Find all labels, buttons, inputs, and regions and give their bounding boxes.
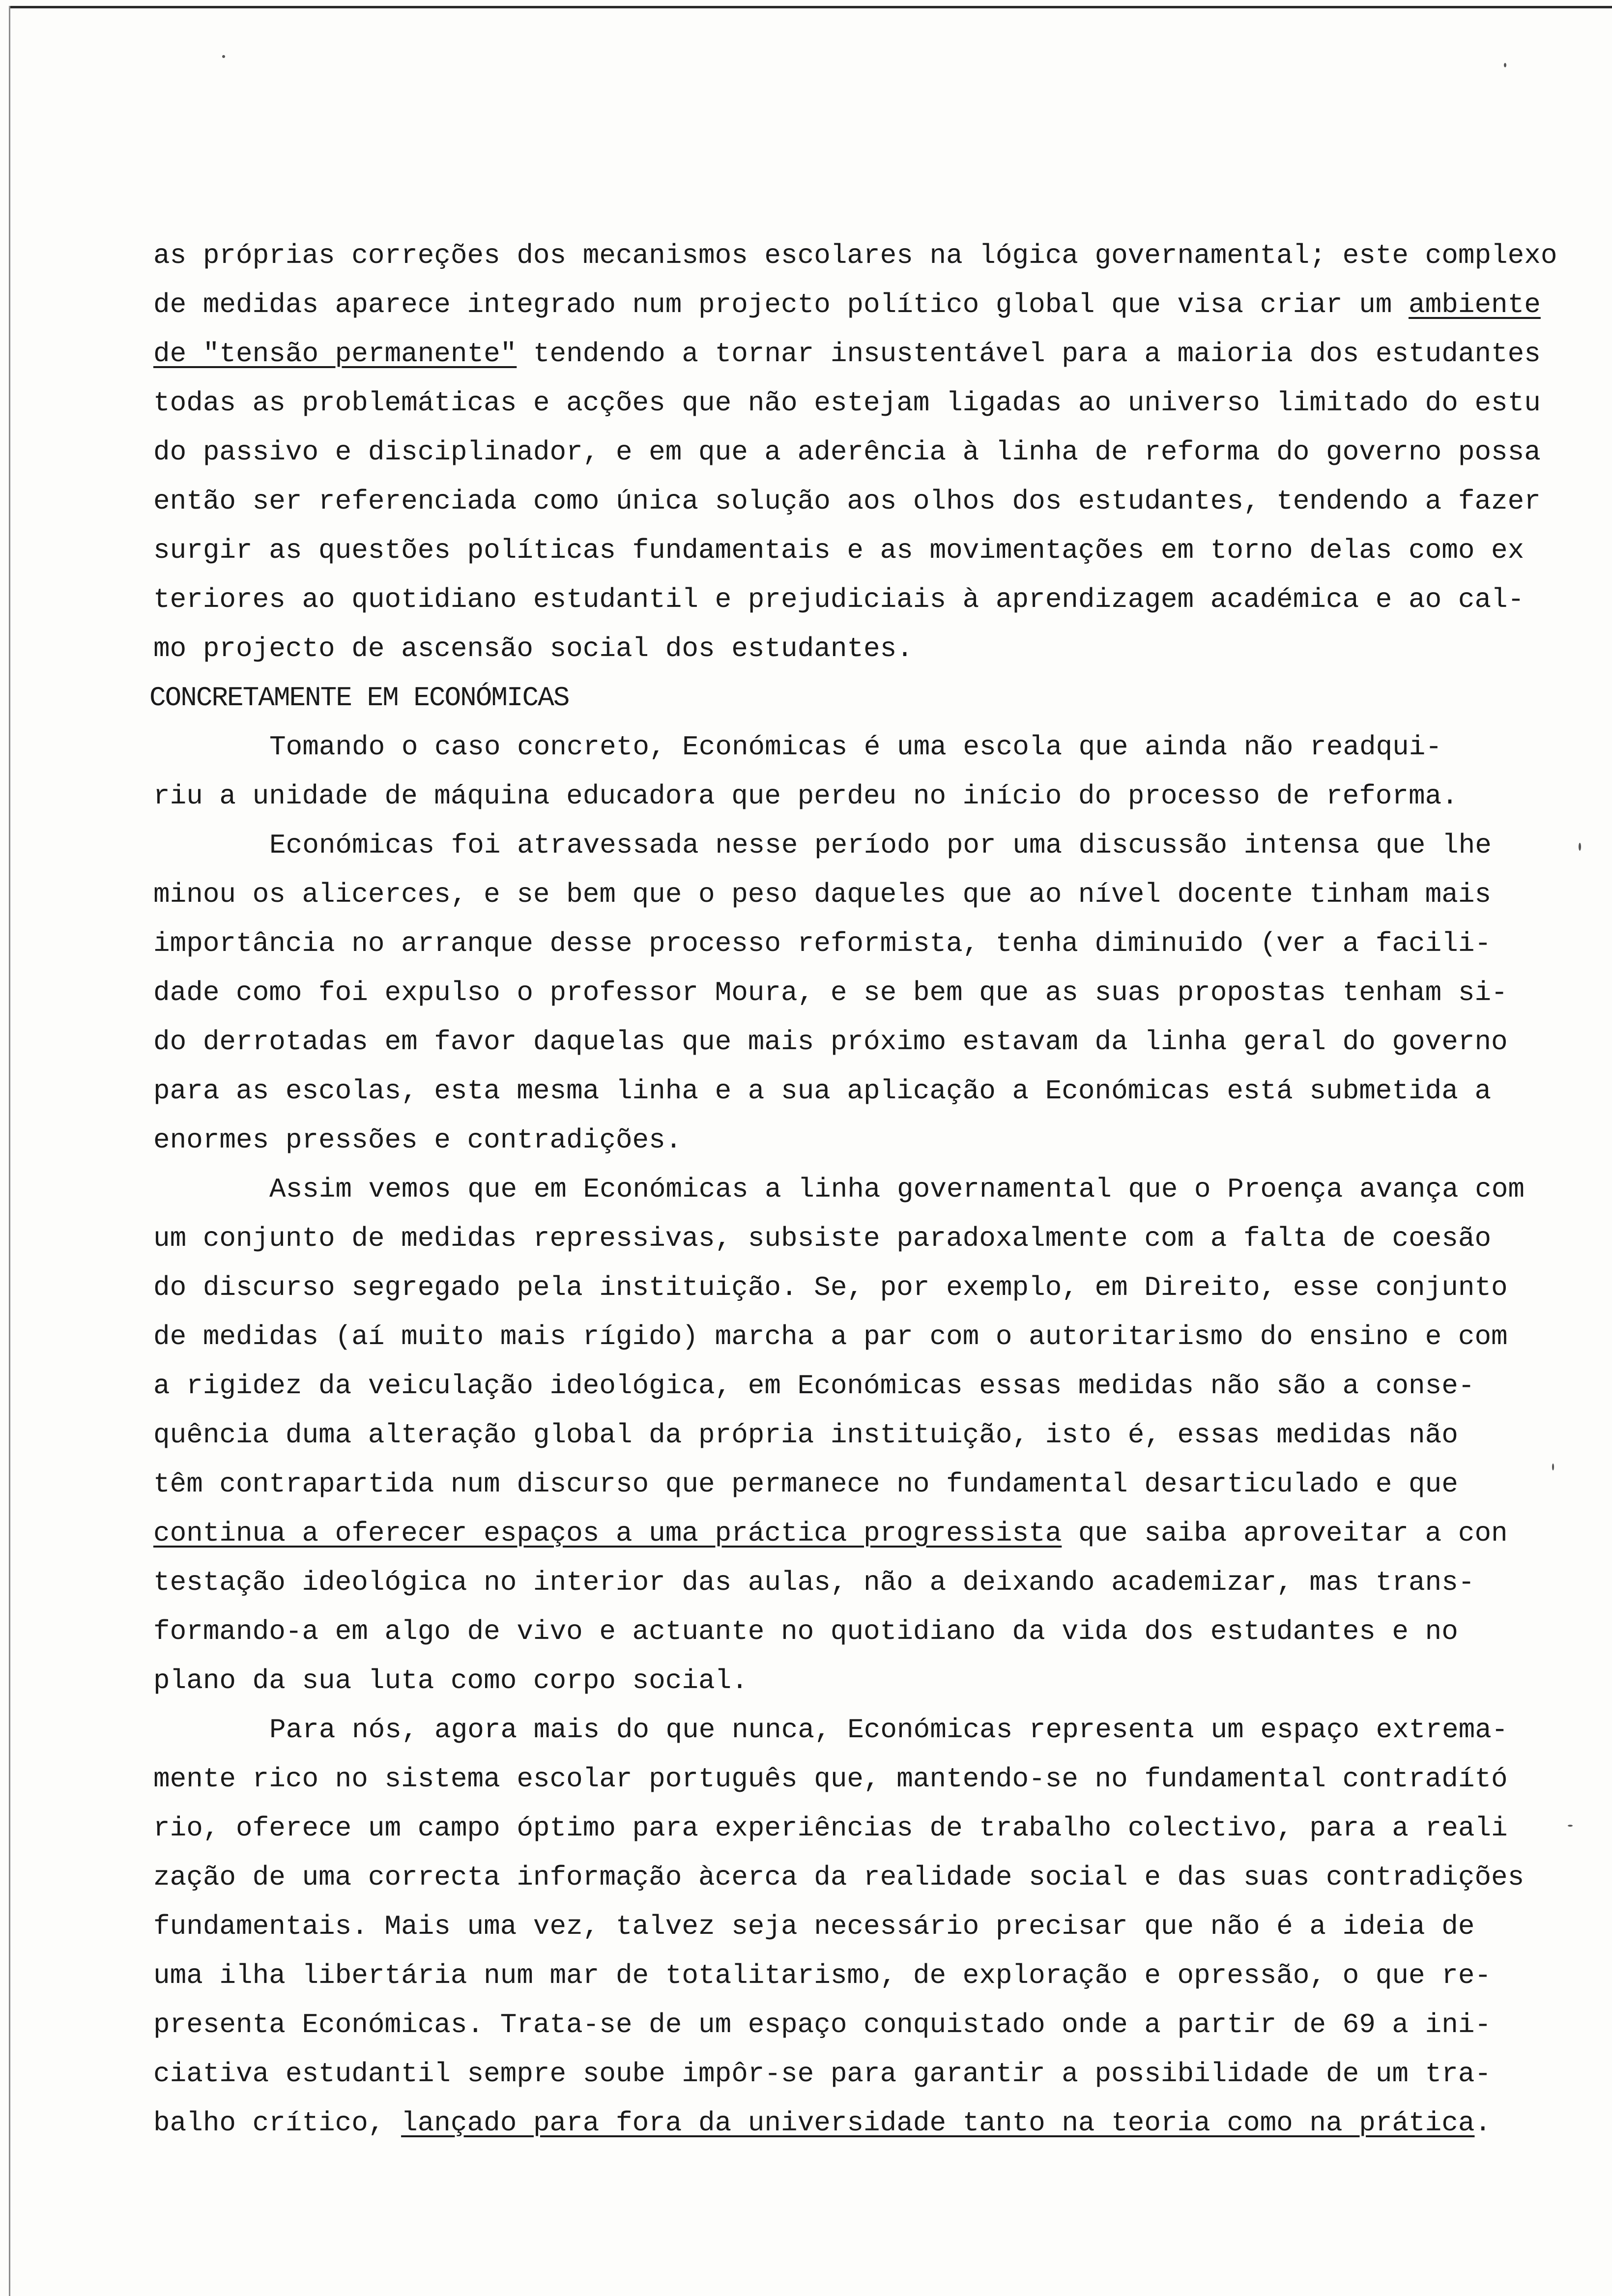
text-line	[153, 329, 1539, 378]
text-line: importância no arranque desse processo reformista, tenha diminuido (ver a facili-	[153, 928, 1492, 959]
text-line: testação ideológica no interior das aulas, não a deixando academizar, mas trans-	[153, 1567, 1475, 1598]
underlined-phrase: continua a oferecer espaços a uma práctica progressista	[153, 1518, 1062, 1549]
text-line: a rigidez da veiculação ideológica, em Económicas essas medidas não são a conse-	[153, 1370, 1475, 1402]
text-line: Para nós, agora mais do que nunca, Económicas representa um espaço extrema-	[269, 1714, 1508, 1746]
paragraph	[153, 1165, 1539, 1705]
text-line: então ser referenciada como única solução aos olhos dos estudantes, tendendo a fazer	[153, 486, 1541, 517]
text-line: zação de uma correcta informação àcerca da realidade social e das suas contradições	[153, 1862, 1525, 1893]
text-segment: tendendo a tornar insustentável para a maioria dos estudantes	[517, 338, 1541, 370]
text-line: fundamentais. Mais uma vez, talvez seja necessário precisar que não é a ideia de	[153, 1911, 1475, 1942]
text-segment: .	[1474, 2107, 1492, 2139]
scan-speck	[222, 55, 225, 58]
text-line: riu a unidade de máquina educadora que perdeu no início do processo de reforma.	[153, 780, 1458, 812]
text-line: mo projecto de ascensão social dos estudantes.	[153, 633, 913, 664]
paragraph	[153, 722, 1539, 821]
text-line: do passivo e disciplinador, e em que a aderência à linha de reforma do governo possa	[153, 436, 1541, 468]
text-line: plano da sua luta como corpo social.	[153, 1665, 748, 1696]
section-heading: CONCRETAMENTE EM ECONÓMICAS	[149, 682, 569, 714]
text-line: um conjunto de medidas repressivas, subsiste paradoxalmente com a falta de coesão	[153, 1223, 1492, 1254]
scan-speck	[1552, 1464, 1554, 1470]
text-line: Assim vemos que em Económicas a linha governamental que o Proença avança com	[269, 1174, 1525, 1205]
text-line: rio, oferece um campo óptimo para experiências de trabalho colectivo, para a reali	[153, 1812, 1508, 1844]
paragraph	[153, 1705, 1539, 2148]
text-segment: de medidas aparece integrado num projecto político global que visa criar um	[153, 289, 1409, 320]
text-line: de medidas (aí muito mais rígido) marcha a par com o autoritarismo do ensino e com	[153, 1321, 1508, 1352]
scan-speck	[1568, 1825, 1573, 1827]
scan-speck	[1579, 843, 1581, 851]
page-left-edge	[9, 6, 10, 2296]
text-line: todas as problemáticas e acções que não estejam ligadas ao universo limitado do estu	[153, 387, 1541, 419]
text-line	[153, 1509, 1539, 1558]
text-line: formando-a em algo de vivo e actuante no quotidiano da vida dos estudantes e no	[153, 1616, 1458, 1647]
underlined-phrase: ambiente	[1409, 289, 1541, 320]
text-segment: balho crítico,	[153, 2107, 402, 2139]
paragraph	[153, 821, 1539, 1165]
underlined-phrase: lançado para fora da universidade tanto na teoria como na prática	[401, 2107, 1475, 2139]
text-segment: que saiba aproveitar a con	[1062, 1518, 1508, 1549]
paragraph	[153, 231, 1557, 673]
text-line: ciativa estudantil sempre soube impôr-se para garantir a possibilidade de um tra-	[153, 2058, 1492, 2090]
document-body	[149, 231, 1557, 2148]
text-line: do derrotadas em favor daquelas que mais próximo estavam da linha geral do governo	[153, 1026, 1508, 1058]
text-line: as próprias correções dos mecanismos escolares na lógica governamental; este complexo	[153, 240, 1557, 271]
text-line	[153, 2098, 1539, 2148]
underlined-phrase: de "tensão permanente"	[153, 338, 517, 370]
text-line: quência duma alteração global da própria instituição, isto é, essas medidas não	[153, 1419, 1458, 1451]
page-top-edge	[9, 6, 1612, 8]
text-line: surgir as questões políticas fundamentais e as movimentações em torno delas como ex	[153, 535, 1525, 566]
text-line: Tomando o caso concreto, Económicas é uma escola que ainda não readqui-	[269, 731, 1442, 763]
text-line: têm contrapartida num discurso que permanece no fundamental desarticulado e que	[153, 1468, 1458, 1500]
scan-speck	[1504, 63, 1506, 67]
text-line: enormes pressões e contradições.	[153, 1124, 682, 1156]
text-line: uma ilha libertária num mar de totalitarismo, de exploração e opressão, o que re-	[153, 1960, 1492, 1991]
text-line: presenta Económicas. Trata-se de um espaço conquistado onde a partir de 69 a ini-	[153, 2009, 1492, 2040]
text-line: mente rico no sistema escolar português que, mantendo-se no fundamental contradító	[153, 1763, 1508, 1795]
text-line: teriores ao quotidiano estudantil e prejudiciais à aprendizagem académica e ao cal-	[153, 584, 1525, 615]
text-line: do discurso segregado pela instituição. Se, por exemplo, em Direito, esse conjunto	[153, 1272, 1508, 1303]
text-line: para as escolas, esta mesma linha e a sua aplicação a Económicas está submetida a	[153, 1075, 1492, 1107]
text-line	[153, 280, 1539, 329]
text-line: Económicas foi atravessada nesse período por uma discussão intensa que lhe	[269, 830, 1492, 861]
text-line: dade como foi expulso o professor Moura, e se bem que as suas propostas tenham si-	[153, 977, 1508, 1008]
text-line: minou os alicerces, e se bem que o peso daqueles que ao nível docente tinham mais	[153, 879, 1492, 910]
